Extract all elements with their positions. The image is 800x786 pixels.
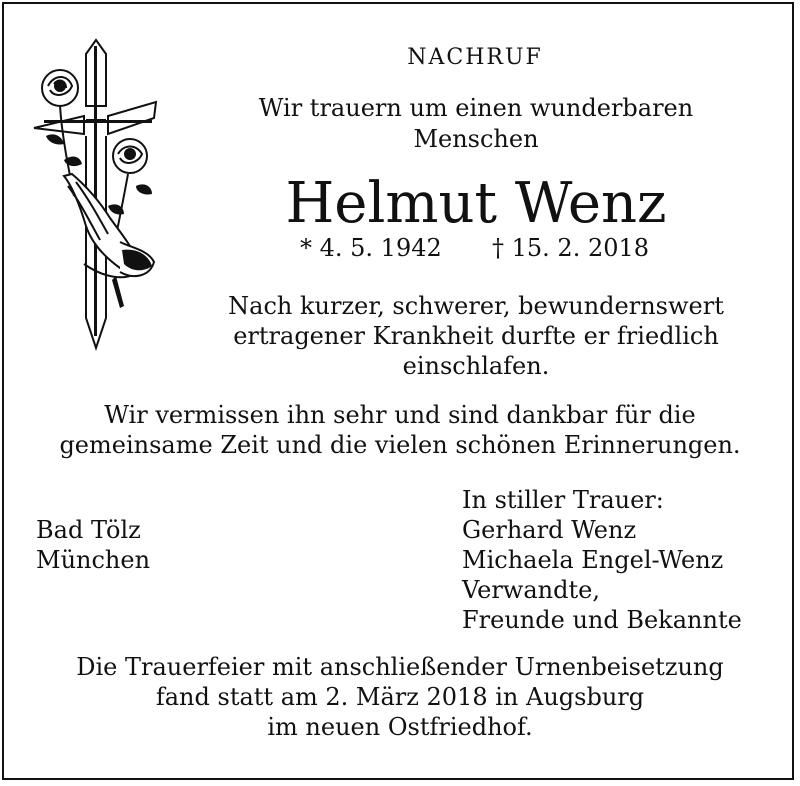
notice-header: NACHRUF bbox=[407, 45, 543, 70]
funeral-info bbox=[20, 652, 780, 742]
cross-with-roses-and-praying-hands-icon bbox=[24, 36, 160, 352]
deceased-name: Helmut Wenz bbox=[285, 171, 667, 236]
mourner-item: Freunde und Bekannte bbox=[462, 606, 742, 634]
funeral-line: im neuen Ostfriedhof. bbox=[267, 713, 533, 741]
mourner-item: Gerhard Wenz bbox=[462, 516, 637, 544]
places-list bbox=[36, 515, 150, 575]
mourner-item: Michaela Engel-Wenz bbox=[462, 546, 724, 574]
birth-date: * 4. 5. 1942 bbox=[300, 234, 442, 262]
mourners-list bbox=[462, 485, 742, 635]
intro-text bbox=[220, 93, 732, 155]
place-item: Bad Tölz bbox=[36, 516, 141, 544]
intro-line: Wir trauern um einen wunderbaren bbox=[258, 94, 694, 122]
death-date: † 15. 2. 2018 bbox=[492, 234, 650, 262]
funeral-line: Die Trauerfeier mit anschließender Urnenbeisetzung bbox=[76, 653, 724, 681]
mourners-heading: In stiller Trauer: bbox=[462, 486, 664, 514]
illness-line: einschlafen. bbox=[402, 352, 550, 380]
place-item: München bbox=[36, 546, 151, 574]
remembrance-line: Wir vermissen ihn sehr und sind dankbar für die bbox=[104, 401, 696, 429]
illness-text bbox=[196, 291, 756, 381]
remembrance-line: gemeinsame Zeit und die vielen schönen Erinnerungen. bbox=[59, 431, 741, 459]
remembrance-text bbox=[20, 400, 780, 460]
funeral-line: fand statt am 2. März 2018 in Augsburg bbox=[155, 683, 645, 711]
illness-line: Nach kurzer, schwerer, bewundernswert bbox=[228, 292, 724, 320]
illness-line: ertragener Krankheit durfte er friedlich bbox=[233, 322, 719, 350]
intro-line: Menschen bbox=[413, 125, 539, 153]
mourner-item: Verwandte, bbox=[462, 576, 600, 604]
